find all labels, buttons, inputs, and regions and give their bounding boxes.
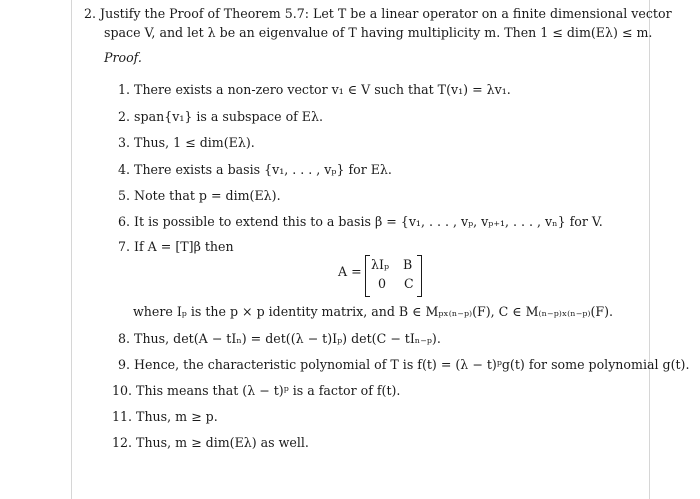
where-clause: where Iₚ is the p × p identity matrix, and B ∈ Mₚₓ₍ₙ₋ₚ₎(F), C ∈ M₍ₙ₋ₚ₎ₓ₍ₙ₋ₚ₎(F).: [133, 304, 614, 319]
step-text: Note that p = dim(Eλ).: [134, 188, 281, 203]
problem-number: 2.: [84, 6, 97, 21]
proof-step-8: [118, 331, 441, 347]
proof-step-1: [118, 82, 511, 98]
proof-step-10: [112, 383, 400, 399]
step-text: Thus, 1 ≤ dim(Eλ).: [134, 135, 255, 150]
step-number: 12.: [112, 435, 133, 450]
step-number: 1.: [118, 82, 131, 97]
proof-step-12: [112, 435, 309, 451]
proof-step-7: [118, 239, 234, 255]
matrix-cell-11: λIₚ: [371, 257, 389, 272]
step-number: 5.: [118, 188, 131, 203]
step-text: If A = [T]β then: [134, 239, 234, 254]
matrix-cell-21: 0: [378, 276, 387, 291]
step-number: 11.: [112, 409, 133, 424]
step-number: 7.: [118, 239, 131, 254]
step-number: 2.: [118, 109, 131, 124]
step-text: It is possible to extend this to a basis β = {v₁, . . . , vₚ, vₚ₊₁, . . . , vₙ} for V.: [134, 214, 603, 229]
matrix-lhs: A =: [338, 264, 362, 279]
step-number: 9.: [118, 357, 131, 372]
proof-step-2: [118, 109, 323, 125]
step-number: 8.: [118, 331, 131, 346]
step-number: 3.: [118, 135, 131, 150]
right-page-border: [649, 0, 650, 499]
step-text: Thus, m ≥ dim(Eλ) as well.: [136, 435, 309, 450]
problem-statement-line-1: [84, 6, 672, 22]
step-text: This means that (λ − t)ᵖ is a factor of f(t).: [136, 383, 401, 398]
proof-step-5: [118, 188, 281, 204]
proof-step-4: [118, 162, 392, 178]
matrix-cell-12: B: [403, 257, 413, 272]
right-bracket: [417, 255, 422, 297]
proof-step-11: [112, 409, 218, 425]
step-text: There exists a non-zero vector v₁ ∈ V such that T(v₁) = λv₁.: [134, 82, 511, 97]
step-text: span{v₁} is a subspace of Eλ.: [134, 109, 323, 124]
proof-step-6: [118, 214, 603, 230]
step-text: Hence, the characteristic polynomial of T is f(t) = (λ − t)ᵖg(t) for some polynomial g(t).: [134, 357, 690, 372]
left-page-border: [71, 0, 72, 499]
step-text: Thus, m ≥ p.: [136, 409, 218, 424]
step-number: 10.: [112, 383, 133, 398]
proof-label: Proof.: [104, 50, 142, 65]
problem-statement-line-2: space V, and let λ be an eigenvalue of T having multiplicity m. Then 1 ≤ dim(Eλ) ≤ m.: [104, 25, 653, 40]
step-number: 4.: [118, 162, 131, 177]
left-bracket: [365, 255, 370, 297]
step-number: 6.: [118, 214, 131, 229]
proof-step-9: [118, 357, 689, 373]
matrix-cell-22: C: [404, 276, 414, 291]
problem-text-1: Justify the Proof of Theorem 5.7: Let T be a linear operator on a finite dimensional vector: [100, 6, 672, 21]
step-text: Thus, det(A − tIₙ) = det((λ − t)Iₚ) det(C − tIₙ₋ₚ).: [134, 331, 441, 346]
step-text: There exists a basis {v₁, . . . , vₚ} for Eλ.: [134, 162, 392, 177]
proof-step-3: [118, 135, 255, 151]
